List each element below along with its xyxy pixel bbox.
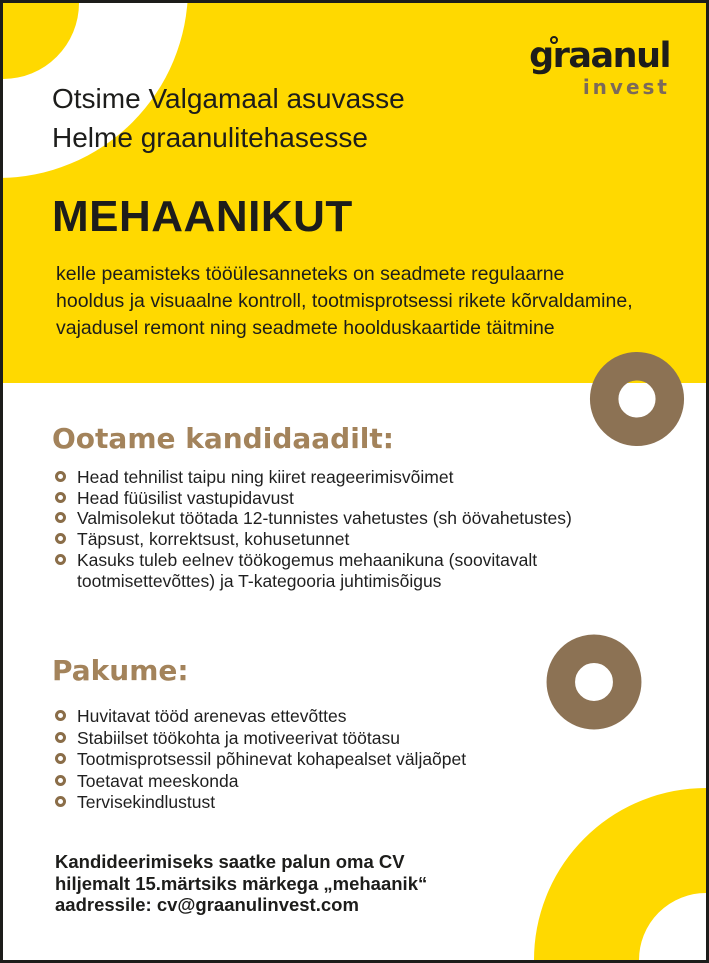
job-description-line-2: hooldus ja visuaalne kontroll, tootmisprotsessi rikete kõrvaldamine, (56, 290, 633, 312)
bullet-ring-icon (55, 512, 66, 523)
list-item (55, 488, 629, 509)
bullet-ring-icon (55, 533, 66, 544)
list-item (55, 792, 629, 814)
bullet-ring-icon (55, 732, 66, 743)
expectations-list (55, 467, 629, 591)
logo-brand-text (529, 36, 670, 76)
section-heading-offer: Pakume: (52, 654, 189, 687)
intro-text (52, 79, 405, 157)
job-description-line-1: kelle peamisteks tööülesanneteks on seadmete regulaarne (56, 263, 565, 285)
list-item-text: Kasuks tuleb eelnev töökogemus mehaanikuna (soovitavalt tootmisettevõttes) ja T-kategooria juhtimisõigus (77, 549, 538, 591)
intro-line-1: Otsime Valgamaal asuvasse (52, 83, 405, 114)
footer-line-1: Kandideerimiseks saatke palun oma CV (55, 851, 405, 872)
bullet-ring-icon (55, 753, 66, 764)
list-item-text: Stabiilset töökohta ja motiveerivat töötasu (77, 727, 400, 748)
list-item-text: Head tehnilist taipu ning kiiret reageerimisvõimet (77, 467, 454, 487)
job-description (56, 261, 633, 342)
list-item (55, 550, 629, 591)
list-item (55, 728, 629, 750)
list-item-text: Toetavat meeskonda (77, 770, 239, 791)
bullet-ring-icon (55, 775, 66, 786)
list-item (55, 508, 629, 529)
footer-line-2: hiljemalt 15.märtsiks märkega „mehaanik“ (55, 872, 428, 894)
job-title: MEHAANIKUT (52, 192, 353, 241)
offer-list (55, 706, 629, 814)
list-item-text: Täpsust, korrektsust, kohusetunnet (77, 529, 350, 550)
intro-line-2: Helme graanulitehasesse (52, 122, 368, 153)
graanul-invest-logo (529, 36, 670, 99)
footer-line-3: aadressile: cv@graanulinvest.com (55, 894, 359, 916)
poster-content (3, 3, 706, 960)
list-item (55, 706, 629, 728)
list-item-text: Tervisekindlustust (77, 792, 216, 813)
list-item (55, 467, 629, 488)
list-item (55, 529, 629, 550)
logo-sub-text: invest (582, 75, 670, 99)
bullet-ring-icon (55, 554, 66, 565)
bullet-ring-icon (55, 796, 66, 807)
section-heading-expectations: Ootame kandidaadilt: (52, 422, 394, 455)
list-item-text: Head füüsilist vastupidavust (77, 487, 294, 508)
logo-brand-label: graanul (529, 36, 670, 76)
list-item-text: Valmisolekut töötada 12-tunnistes vahetustes (sh öövahetustes) (77, 508, 572, 529)
bullet-ring-icon (55, 471, 66, 482)
list-item-text: Huvitavat tööd arenevas ettevõttes (77, 706, 347, 726)
list-item-text: Tootmisprotsessil põhinevat kohapealset väljaõpet (77, 749, 467, 770)
list-item (55, 771, 629, 793)
job-description-line-3: vajadusel remont ning seadmete hoolduskaartide täitmine (56, 317, 555, 339)
list-item (55, 749, 629, 771)
bullet-ring-icon (55, 492, 66, 503)
bullet-ring-icon (55, 710, 66, 721)
application-instructions (55, 851, 427, 916)
